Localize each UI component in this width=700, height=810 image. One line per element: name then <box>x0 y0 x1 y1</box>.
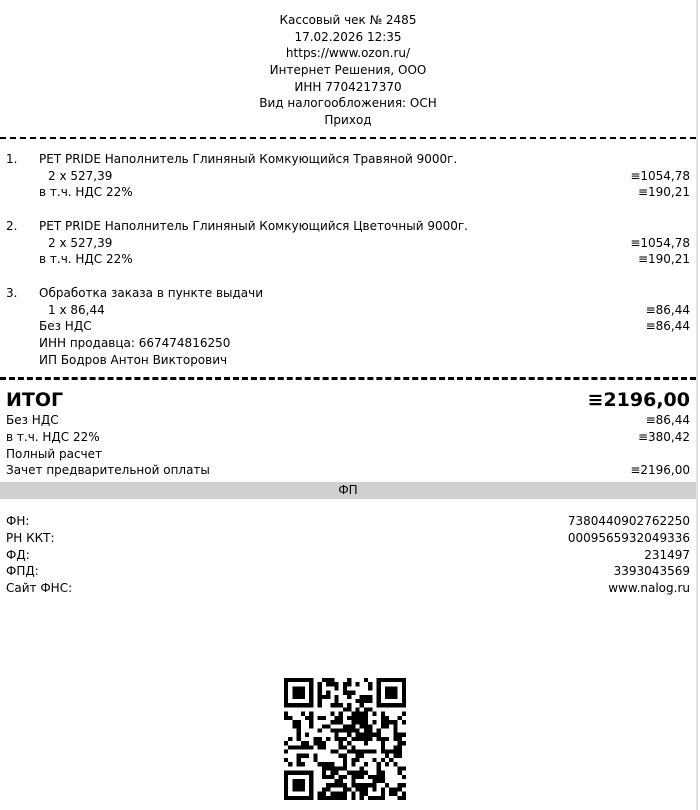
fiscal-label: Сайт ФНС: <box>6 580 73 595</box>
fiscal-value: 0009565932049336 <box>567 530 690 545</box>
item-qty-price: 1 x 86,44 <box>48 302 105 317</box>
item-vat-label: в т.ч. НДС 22% <box>39 185 133 200</box>
item-sum: ≡86,44 <box>645 302 690 317</box>
item-number: 1. <box>6 151 18 166</box>
qr-code <box>284 678 406 800</box>
payment-type: Полный расчет <box>6 446 102 461</box>
company-name: Интернет Решения, ООО <box>269 63 427 78</box>
item-sum: ≡1054,78 <box>630 168 690 183</box>
fiscal-value: 7380440902762250 <box>567 514 690 529</box>
item-vat-value: ≡190,21 <box>637 252 690 267</box>
fiscal-value: 231497 <box>644 547 690 562</box>
receipt-title: Кассовый чек № 2485 <box>279 13 417 27</box>
item-vat-value: ≡190,21 <box>637 185 690 200</box>
item-qty-price: 2 x 527,39 <box>48 168 113 183</box>
seller-name: ИП Бодров Антон Викторович <box>39 352 228 367</box>
items-list <box>0 139 696 369</box>
totals <box>0 380 696 479</box>
fp-bar: ФП <box>0 482 696 499</box>
fns-site[interactable]: www.nalog.ru <box>608 580 690 595</box>
receipt-header <box>0 0 696 129</box>
item-qty-price: 2 x 527,39 <box>48 235 113 250</box>
fiscal-label: РН ККТ: <box>6 530 55 545</box>
company-inn: ИНН 7704217370 <box>294 79 402 94</box>
vat-value: ≡380,42 <box>637 430 690 445</box>
item-name: PET PRIDE Наполнитель Глиняный Комкующийся Травяной 9000г. <box>39 151 458 166</box>
seller-inn: ИНН продавца: 667474816250 <box>39 336 231 350</box>
item-vat-label: в т.ч. НДС 22% <box>39 252 133 267</box>
tax-system: Вид налогообложения: ОСН <box>259 96 437 111</box>
item-vat-label: Без НДС <box>39 319 92 334</box>
fiscal-label: ФД: <box>6 547 30 562</box>
item-number: 2. <box>6 218 18 233</box>
item-sum: ≡1054,78 <box>630 235 690 250</box>
fiscal-value: 3393043569 <box>613 564 690 579</box>
seller-site: https://www.ozon.ru/ <box>285 46 411 61</box>
list-item <box>6 218 690 268</box>
operation-type: Приход <box>324 113 372 128</box>
receipt-datetime: 17.02.2026 12:35 <box>294 29 402 44</box>
item-name: PET PRIDE Наполнитель Глиняный Комкующийся Цветочный 9000г. <box>39 218 468 233</box>
vat-label: в т.ч. НДС 22% <box>6 430 100 445</box>
prepay-value: ≡2196,00 <box>630 463 690 478</box>
total-label: ИТОГ <box>6 389 64 412</box>
list-item <box>6 285 690 368</box>
list-item <box>6 151 690 201</box>
item-number: 3. <box>6 285 18 300</box>
total-value: ≡2196,00 <box>587 389 690 412</box>
no-vat-label: Без НДС <box>6 413 59 428</box>
item-name: Обработка заказа в пункте выдачи <box>39 285 264 300</box>
fiscal-label: ФПД: <box>6 564 39 579</box>
item-vat-value: ≡86,44 <box>645 319 690 334</box>
fiscal-label: ФН: <box>6 514 30 529</box>
prepay-label: Зачет предварительной оплаты <box>6 463 210 478</box>
fiscal-data <box>0 499 696 596</box>
no-vat-value: ≡86,44 <box>645 413 690 428</box>
